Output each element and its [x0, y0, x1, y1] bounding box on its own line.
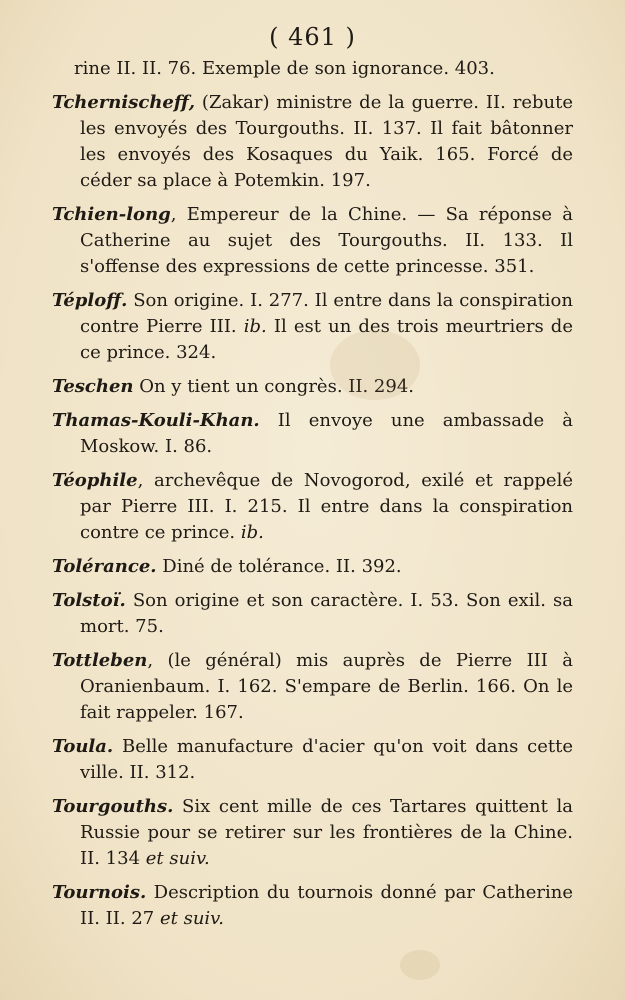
- entry-headword: Tournois.: [52, 882, 147, 903]
- entry-text: , (le général) mis auprès de Pierre III à Oranienbaum. I. 162. S'empare de Berlin. 166. On le fait rappeler. 167.: [80, 650, 573, 723]
- index-entry: [52, 880, 573, 932]
- entry-text: Description du tournois donné par Catherine II. II. 27: [80, 882, 573, 929]
- index-entry: [52, 288, 573, 366]
- index-entry: [52, 408, 573, 460]
- entry-abbreviation: ib.: [240, 522, 264, 543]
- index-entries: [52, 56, 573, 932]
- entry-headword: Tottleben: [52, 650, 148, 671]
- entry-headword: Thamas-Kouli-Khan.: [52, 410, 260, 431]
- entry-headword: Toula.: [52, 736, 114, 757]
- entry-text: , archevêque de Novogorod, exilé et rappelé par Pierre III. I. 215. Il entre dans la conspiration contre ce prince.: [80, 470, 573, 543]
- entry-abbreviation: et suiv.: [159, 908, 224, 929]
- entry-headword: Tolstoï.: [52, 590, 126, 611]
- index-entry: [52, 554, 573, 580]
- entry-text: Son origine. I. 277. Il entre dans la conspiration contre Pierre III.: [80, 290, 573, 337]
- entry-abbreviation: et suiv.: [145, 848, 210, 869]
- paper-stain: [330, 330, 420, 400]
- entry-headword: Tchernischeff,: [52, 92, 196, 113]
- entry-headword: Teschen: [52, 376, 134, 397]
- entry-text: Six cent mille de ces Tartares quittent la Russie pour se retirer sur les frontières de la Chine. II. 134: [80, 796, 573, 869]
- entry-headword: Téophile: [52, 470, 138, 491]
- page-number: ( 461 ): [269, 23, 356, 51]
- index-entry: [52, 202, 573, 280]
- index-entry: [52, 588, 573, 640]
- entry-text: On y tient un congrès. II. 294.: [133, 376, 415, 397]
- entry-headword: Tourgouths.: [52, 796, 174, 817]
- entry-text: (Zakar) ministre de la guerre. II. rebute les envoyés des Tourgouths. II. 137. Il fait bâtonner les envoyés des Kosaques du Yaik. 165. Forcé de céder sa place à Potemkin. 197.: [80, 92, 573, 191]
- index-entry: [52, 468, 573, 546]
- index-entry: [52, 374, 573, 400]
- entry-text: Diné de tolérance. II. 392.: [156, 556, 402, 577]
- paper-stain: [400, 950, 440, 980]
- entry-text: rine II. II. 76. Exemple de son ignorance. 403.: [74, 58, 495, 79]
- index-entry: [52, 648, 573, 726]
- entry-text: , Empereur de la Chine. — Sa réponse à Catherine au sujet des Tourgouths. II. 133. Il s'offense des expressions de cette princesse. 351.: [80, 204, 573, 277]
- index-entry: [52, 734, 573, 786]
- entry-headword: Téploff.: [52, 290, 128, 311]
- entry-text: Belle manufacture d'acier qu'on voit dans cette ville. II. 312.: [80, 736, 573, 783]
- index-entry: [52, 794, 573, 872]
- entry-text: Son origine et son caractère. I. 53. Son exil. sa mort. 75.: [80, 590, 573, 637]
- index-entry: [52, 90, 573, 194]
- entry-headword: Tolérance.: [52, 556, 157, 577]
- index-entry: [52, 56, 573, 82]
- entry-headword: Tchien-long: [52, 204, 171, 225]
- entry-text: Il envoye une ambassade à Moskow. I. 86.: [80, 410, 573, 457]
- entry-text: Il est un des trois meurtriers de ce prince. 324.: [80, 316, 573, 363]
- entry-abbreviation: ib.: [243, 316, 267, 337]
